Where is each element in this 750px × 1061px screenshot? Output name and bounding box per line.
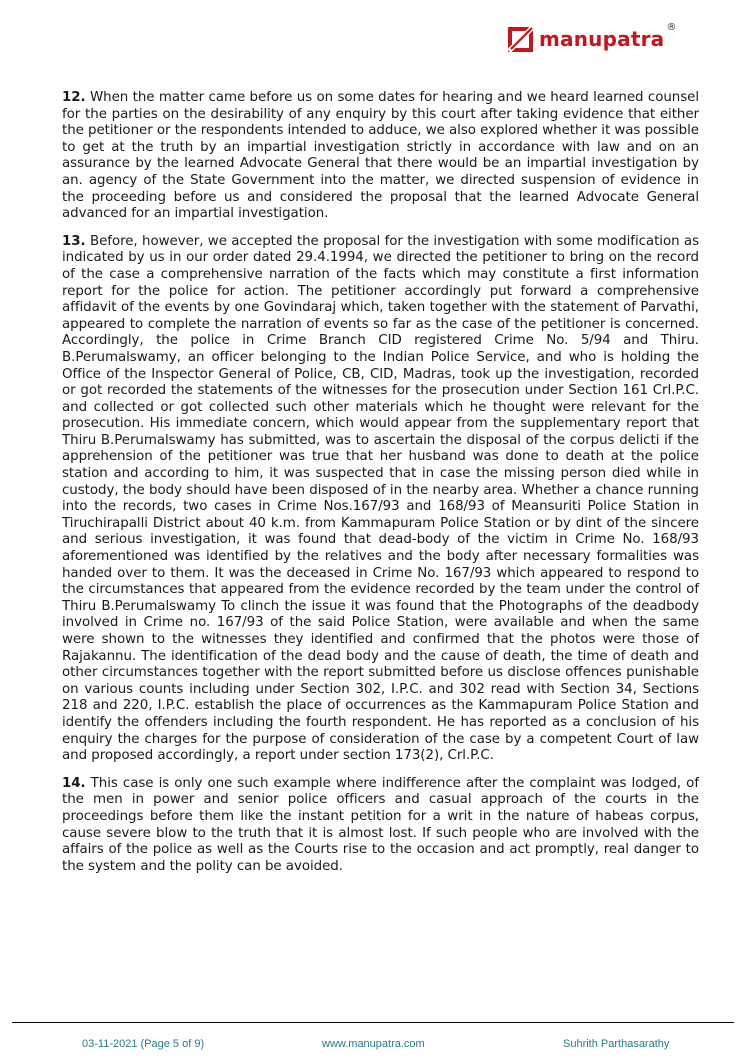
paragraph-number: 13. <box>62 233 86 249</box>
manupatra-logo-icon <box>508 26 534 52</box>
paragraph-text: Before, however, we accepted the proposal for the investigation with some modification as indicated by us in our order dated 29.4.1994, we directed the petitioner to bring on the record of the case a comprehensive narration of the facts which may constitute a first information report for the police for action. The petitioner accordingly put forward a comprehensive affidavit of the events by one Govindaraj which, taken together with the statement of Parvathi, appeared to complete the narration of events so far as the case of the petitioner is concerned. Accordingly, the police in Crime Branch CID registered Crime No. 5/94 and Thiru. B.Perumalswamy, an officer belonging to the Indian Police Service, and who is holding the Office of the Inspector General of Police, CB, CID, Madras, took up the investigation, recorded or got recorded the statements of the witnesses for the prosecution under Section 161 Crl.P.C. and collected or got collected such other materials which he thought were relevant for the prosecution. His immediate concern, which would appear from the supplementary report that Thiru B.Perumalswamy has submitted, was to ascertain the disposal of the corpus delicti if the apprehension of the petitioner was true that her husband was done to death at the police station and according to him, it was suspected that in case the missing person died while in custody, the body should have been disposed of in the nearby area. Whether a chance running into the records, two cases in Crime Nos.167/93 and 168/93 of Meansuriti Police Station in Tiruchirapalli District about 40 k.m. from Kammapuram Police Station or by dint of the sincere and serious investigation, it was found that dead-body of the victim in Crime No. 168/93 aforementioned was identified by the relatives and the body after necessary formalities was handed over to them. It was the deceased in Crime No. 167/93 which appeared to respond to the circumstances that appeared from the evidence recorded by the team under the control of Thiru B.Perumalswamy To clinch the issue it was found that the Photographs of the deadbody involved in Crime no. 167/93 of the said Police Station, were available and when the same were shown to the witnesses they identified and confirmed that the photos were those of Rajakannu. The identification of the dead body and the cause of death, the time of death and other circumstances together with the report submitted before us disclose offences punishable on various counts including under Section 302, I.P.C. and 302 read with Section 34, Sections 218 and 220, I.P.C. establish the place of occurrences as the Kammapuram Police Station and identify the offenders including the fourth respondent. He has reported as a conclusion of his enquiry the charges for the purpose of consideration of the case by a competent Court of law and proposed accordingly, a report under section 173(2), Crl.P.C. <box>62 233 699 764</box>
registered-mark: ® <box>666 22 677 33</box>
paragraph-number: 14. <box>62 775 86 791</box>
paragraph-text: This case is only one such example where indifference after the complaint was lodged, of the men in power and senior police officers and casual approach of the courts in the proceedings before them like the instant petition for a writ in the nature of habeas corpus, cause severe blow to the truth that it is almost lost. If such people who are involved with the affairs of the police as well as the Courts rise to the occasion and act promptly, real danger to the system and the polity can be avoided. <box>62 775 699 874</box>
logo-text: manupatra <box>539 27 665 51</box>
manupatra-logo <box>508 24 676 54</box>
paragraph-14 <box>62 776 699 876</box>
paragraph-13 <box>62 234 699 765</box>
footer-divider <box>12 1022 734 1023</box>
footer-website-link[interactable]: www.manupatra.com <box>322 1038 425 1050</box>
paragraph-text: When the matter came before us on some dates for hearing and we heard learned counsel for the parties on the desirability of any enquiry by this court after taking evidence that either the petitioner or the respondents intended to adduce, we also explored whether it was possible to get at the truth by an impartial investigation strictly in accordance with law and on an assurance by the learned Advocate General that there would be an impartial investigation by an. agency of the State Government into the matter, we directed suspension of evidence in the proceeding before us and considered the proposal that the learned Advocate General advanced for an impartial investigation. <box>62 90 699 222</box>
footer-date-page: 03-11-2021 (Page 5 of 9) <box>82 1038 205 1050</box>
paragraph-12 <box>62 90 699 223</box>
document-body <box>62 90 699 886</box>
footer-user: Suhrith Parthasarathy <box>563 1038 670 1050</box>
paragraph-number: 12. <box>62 90 86 105</box>
